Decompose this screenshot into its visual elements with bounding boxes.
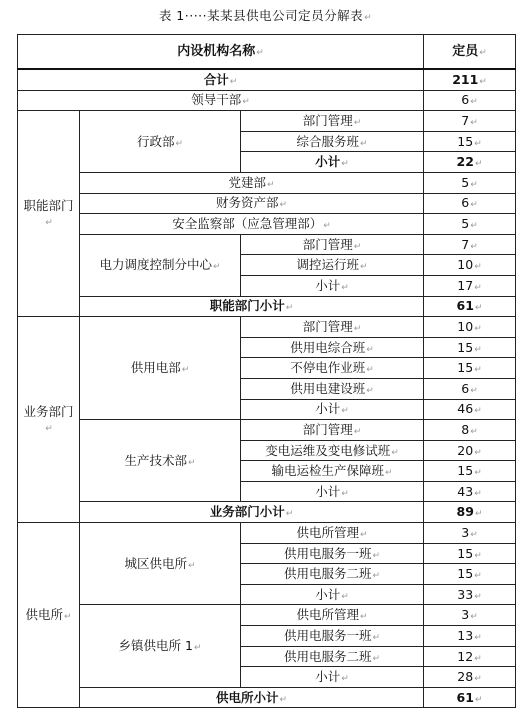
admin-dept-label: 行政部↵ <box>80 111 241 173</box>
admin-subtotal-value: 22↵ <box>424 152 516 173</box>
row-name: 供用电服务一班↵ <box>241 543 424 564</box>
row-value: 3↵ <box>424 523 516 544</box>
row-value: 6↵ <box>424 378 516 399</box>
business-subtotal-value: 89↵ <box>424 502 516 523</box>
row-value: 28↵ <box>424 667 516 688</box>
urban-station-label: 城区供电所↵ <box>80 523 241 605</box>
table-row <box>18 605 516 626</box>
table-row <box>18 111 516 132</box>
row-name: 输电运检生产保障班↵ <box>241 461 424 482</box>
row-name: 变电运维及变电修试班↵ <box>241 440 424 461</box>
stations-subtotal-row <box>18 687 516 708</box>
total-value: 211↵ <box>424 69 516 90</box>
row-value: 15↵ <box>424 131 516 152</box>
row-value: 17↵ <box>424 275 516 296</box>
party-dept-value: 5↵ <box>424 172 516 193</box>
row-name: 小计↵ <box>241 399 424 420</box>
functional-subtotal-label: 职能部门小计↵ <box>80 296 424 317</box>
supply-dept-label: 供用电部↵ <box>80 317 241 420</box>
functional-subtotal-value: 61↵ <box>424 296 516 317</box>
row-value: 13↵ <box>424 626 516 647</box>
row-name: 部门管理↵ <box>241 317 424 338</box>
table-row <box>18 420 516 441</box>
row-value: 3↵ <box>424 605 516 626</box>
row-name: 不停电作业班↵ <box>241 358 424 379</box>
row-name: 小计↵ <box>241 667 424 688</box>
row-name: 调控运行班↵ <box>241 255 424 276</box>
row-name: 供电所管理↵ <box>241 605 424 626</box>
row-value: 15↵ <box>424 543 516 564</box>
row-name: 供用电服务二班↵ <box>241 646 424 667</box>
row-name: 供用电服务一班↵ <box>241 626 424 647</box>
row-name: 部门管理↵ <box>241 420 424 441</box>
row-value: 46↵ <box>424 399 516 420</box>
admin-subtotal-label: 小计↵ <box>241 152 424 173</box>
row-name: 供电所管理↵ <box>241 523 424 544</box>
stations-subtotal-label: 供电所小计↵ <box>80 687 424 708</box>
business-group-label: 业务部门↵ <box>18 317 80 523</box>
row-name: 小计↵ <box>241 584 424 605</box>
table-row <box>18 523 516 544</box>
row-value: 15↵ <box>424 358 516 379</box>
row-value: 7↵ <box>424 234 516 255</box>
table-row <box>18 193 516 214</box>
row-value: 43↵ <box>424 481 516 502</box>
row-name: 部门管理↵ <box>241 111 424 132</box>
leadership-row <box>18 90 516 111</box>
business-subtotal-label: 业务部门小计↵ <box>80 502 424 523</box>
finance-dept-value: 6↵ <box>424 193 516 214</box>
row-value: 15↵ <box>424 461 516 482</box>
row-value: 12↵ <box>424 646 516 667</box>
table-row <box>18 172 516 193</box>
row-name: 供用电建设班↵ <box>241 378 424 399</box>
row-value: 33↵ <box>424 584 516 605</box>
functional-subtotal-row <box>18 296 516 317</box>
tech-dept-label: 生产技术部↵ <box>80 420 241 502</box>
business-subtotal-row <box>18 502 516 523</box>
table-row <box>18 234 516 255</box>
row-value: 15↵ <box>424 337 516 358</box>
row-value: 15↵ <box>424 564 516 585</box>
table-row <box>18 317 516 338</box>
leadership-value: 6↵ <box>424 90 516 111</box>
stations-subtotal-value: 61↵ <box>424 687 516 708</box>
total-row <box>18 69 516 90</box>
row-name: 供用电服务二班↵ <box>241 564 424 585</box>
stations-group-label: 供电所↵ <box>18 523 80 708</box>
party-dept-label: 党建部↵ <box>80 172 424 193</box>
table-caption: 表 1·····某某县供电公司定员分解表↵ <box>158 8 373 23</box>
row-value: 20↵ <box>424 440 516 461</box>
safety-dept-label: 安全监察部（应急管理部）↵ <box>80 214 424 235</box>
table-row <box>18 214 516 235</box>
row-name: 综合服务班↵ <box>241 131 424 152</box>
town-station-label: 乡镇供电所 1↵ <box>80 605 241 687</box>
staffing-table <box>17 34 516 708</box>
safety-dept-value: 5↵ <box>424 214 516 235</box>
row-value: 10↵ <box>424 317 516 338</box>
row-value: 8↵ <box>424 420 516 441</box>
header-quota-cell: 定员↵ <box>424 35 516 70</box>
row-name: 部门管理↵ <box>241 234 424 255</box>
leadership-label: 领导干部↵ <box>18 90 424 111</box>
row-value: 7↵ <box>424 111 516 132</box>
row-name: 供用电综合班↵ <box>241 337 424 358</box>
row-name: 小计↵ <box>241 275 424 296</box>
finance-dept-label: 财务资产部↵ <box>80 193 424 214</box>
table-header-row <box>18 35 516 70</box>
row-name: 小计↵ <box>241 481 424 502</box>
dispatch-dept-label: 电力调度控制分中心↵ <box>80 234 241 296</box>
header-name-cell: 内设机构名称↵ <box>18 35 424 70</box>
total-label: 合计↵ <box>18 69 424 90</box>
functional-group-label: 职能部门↵ <box>18 111 80 317</box>
row-value: 10↵ <box>424 255 516 276</box>
